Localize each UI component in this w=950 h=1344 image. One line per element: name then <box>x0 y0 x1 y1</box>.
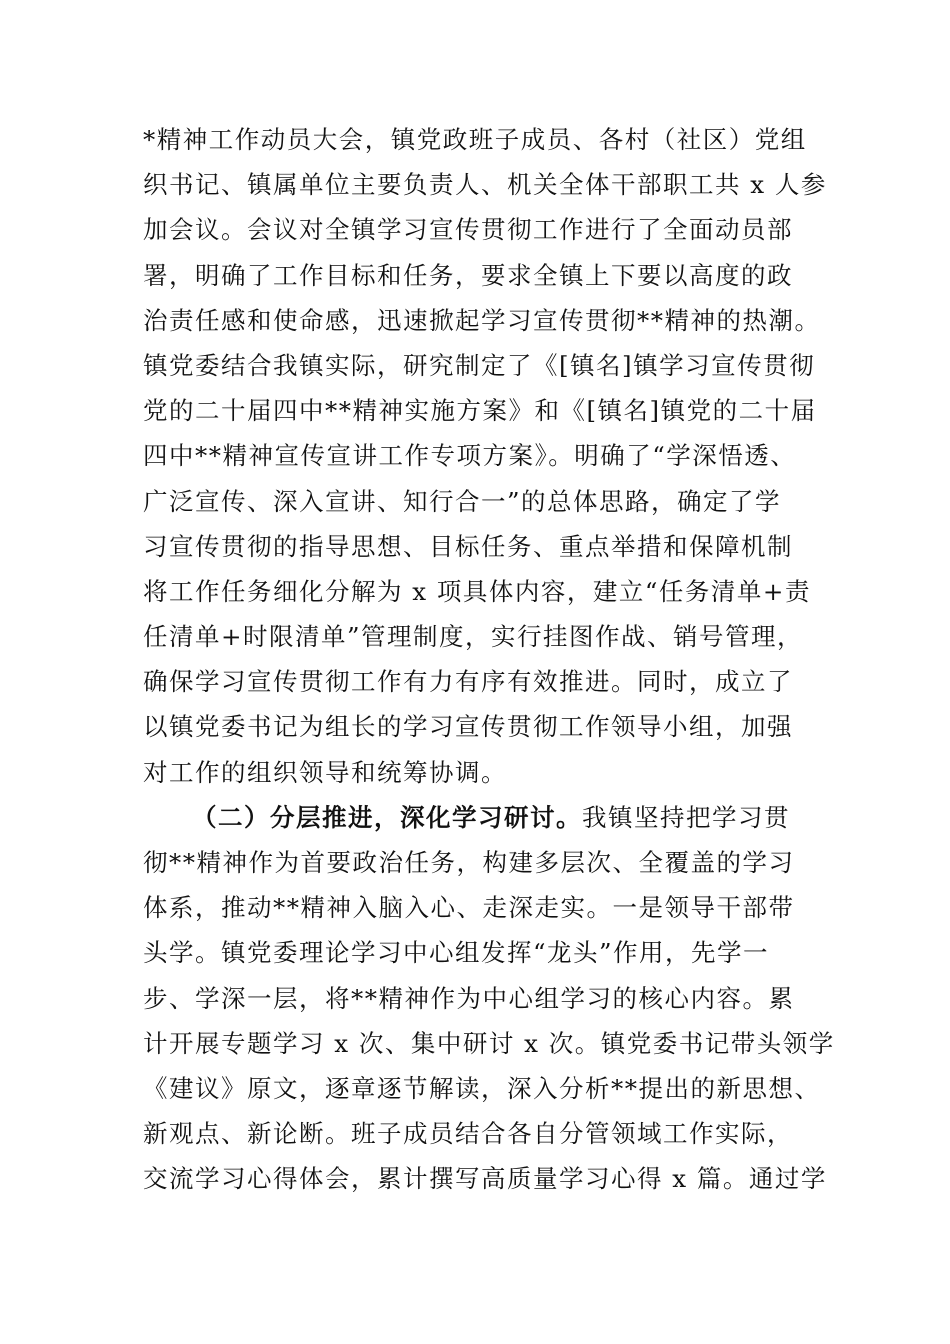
body-line: 习宣传贯彻的指导思想、目标任务、重点举措和保障机制 <box>143 531 793 561</box>
body-line: 交流学习心得体会，累计撰写高质量学习心得 x 篇。通过学 <box>143 1164 827 1194</box>
body-line: 体系，推动**精神入脑入心、走深走实。一是领导干部带 <box>143 893 795 923</box>
body-line: 治责任感和使命感，迅速掀起学习宣传贯彻**精神的热潮。 <box>143 305 821 335</box>
body-line: 署，明确了工作目标和任务，要求全镇上下要以高度的政 <box>143 260 793 290</box>
body-line: *精神工作动员大会，镇党政班子成员、各村（社区）党组 <box>143 125 807 154</box>
section-2-first-line-text: 我镇坚持把学习贯 <box>582 802 790 832</box>
section-2-first-line <box>143 795 843 840</box>
body-line: 对工作的组织领导和统筹协调。 <box>143 757 507 787</box>
body-line: 头学。镇党委理论学习中心组发挥“龙头”作用，先学一 <box>143 938 770 968</box>
body-line: 确保学习宣传贯彻工作有力有序有效推进。同时，成立了 <box>143 667 793 697</box>
body-line: 将工作任务细化分解为 x 项具体内容，建立“任务清单+责 <box>143 576 811 606</box>
body-line: 党的二十届四中**精神实施方案》和《[镇名]镇党的二十届 <box>143 396 817 426</box>
body-line: 彻**精神作为首要政治任务，构建多层次、全覆盖的学习 <box>143 848 795 877</box>
body-line: 计开展专题学习 x 次、集中研讨 x 次。镇党委书记带头领学 <box>143 1028 835 1058</box>
body-line: 《建议》原文，逐章逐节解读，深入分析**提出的新思想、 <box>143 1073 821 1103</box>
body-line: 步、学深一层，将**精神作为中心组学习的核心内容。累 <box>143 983 795 1013</box>
body-line: 四中**精神宣传宣讲工作专项方案》。明确了“学深悟透、 <box>143 441 797 471</box>
body-line: 以镇党委书记为组长的学习宣传贯彻工作领导小组，加强 <box>143 712 793 742</box>
body-line: 广泛宣传、深入宣讲、知行合一”的总体思路，确定了学 <box>143 486 782 516</box>
body-line: 织书记、镇属单位主要负责人、机关全体干部职工共 x 人参 <box>143 170 827 200</box>
body-line: 镇党委结合我镇实际，研究制定了《[镇名]镇学习宣传贯彻 <box>143 350 816 380</box>
body-line: 任清单+时限清单”管理制度，实行挂图作战、销号管理， <box>143 622 804 652</box>
section-2-heading: （二）分层推进，深化学习研讨。 <box>192 802 582 832</box>
body-line: 加会议。会议对全镇学习宣传贯彻工作进行了全面动员部 <box>143 215 793 245</box>
document-body <box>143 117 843 1202</box>
body-line: 新观点、新论断。班子成员结合各自分管领域工作实际， <box>143 1119 793 1149</box>
